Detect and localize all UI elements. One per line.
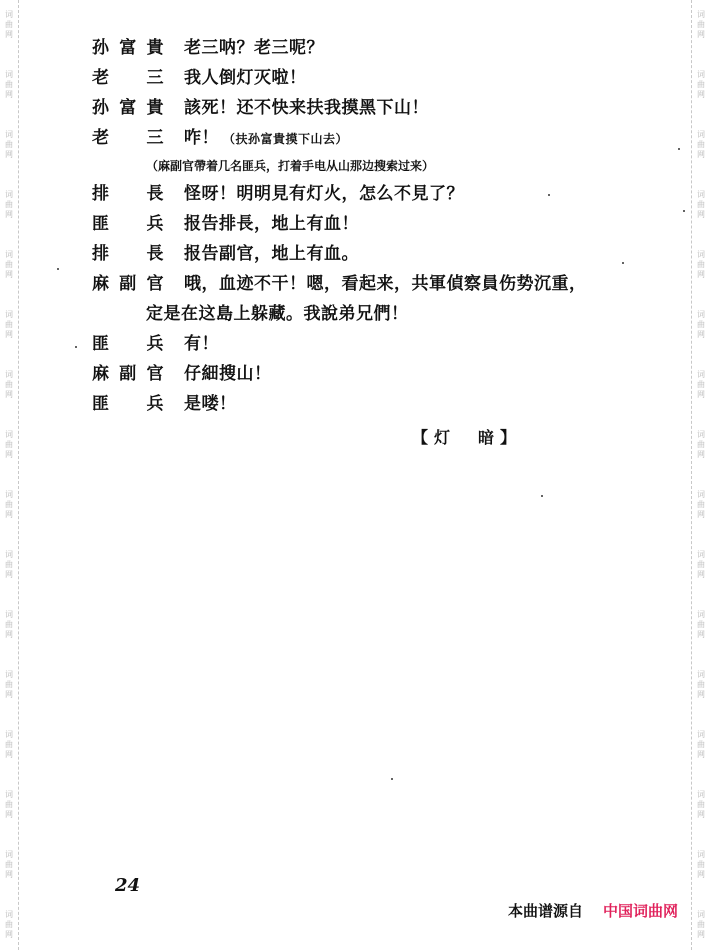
- scan-speck: [57, 268, 59, 270]
- scan-speck: [548, 194, 550, 196]
- watermark-text: 词 曲 网: [697, 370, 705, 399]
- scan-speck: [75, 346, 77, 348]
- dialogue-line: [92, 329, 612, 359]
- watermark-text: 词 曲 网: [5, 190, 13, 219]
- watermark-text: 词 曲 网: [697, 250, 705, 279]
- watermark-text: 词 曲 网: [697, 190, 705, 219]
- speaker-name: 孙 富 貴: [92, 38, 164, 58]
- speaker-name: 匪 兵: [92, 394, 164, 414]
- watermark-text: 词 曲 网: [5, 610, 13, 639]
- watermark-text: 词 曲 网: [697, 550, 705, 579]
- dialogue-text: 我人倒灯灭啦！: [184, 68, 307, 88]
- watermark-text: 词 曲 网: [697, 910, 705, 939]
- scan-speck: [541, 495, 543, 497]
- page-number: 24: [115, 875, 141, 896]
- watermark-text: 词 曲 网: [697, 490, 705, 519]
- dialogue-text: 老三呐？老三呢？: [184, 38, 324, 58]
- watermark-text: 词 曲 网: [5, 310, 13, 339]
- dialogue-text: 报告排長，地上有血！: [184, 214, 359, 234]
- source-label: 本曲谱源自: [507, 902, 583, 920]
- dialogue-line: [92, 93, 612, 123]
- watermark-text: 词 曲 网: [5, 10, 13, 39]
- source-footer: [508, 900, 678, 921]
- site-name-link[interactable]: 中国词曲网: [602, 902, 678, 920]
- dialogue-text: 怪呀！明明見有灯火，怎么不見了？: [184, 184, 464, 204]
- watermark-text: 词 曲 网: [5, 490, 13, 519]
- watermark-text: 词 曲 网: [697, 130, 705, 159]
- left-watermark-strip: [0, 0, 19, 950]
- watermark-text: 词 曲 网: [697, 310, 705, 339]
- dialogue-text: 哦，血迹不干！嗯，看起来，共軍偵察員伤势沉重，: [184, 274, 587, 294]
- dialogue-line: [92, 179, 612, 209]
- speaker-name: 麻 副 官: [92, 274, 164, 294]
- scan-speck: [622, 262, 624, 264]
- dialogue-text: 咋！ （扶孙富貴摸下山去）: [184, 128, 349, 148]
- watermark-text: 词 曲 网: [5, 370, 13, 399]
- scene-end-marker: 【灯 暗】: [411, 428, 522, 447]
- watermark-text: 词 曲 网: [697, 430, 705, 459]
- speaker-name: 老 三: [92, 68, 164, 88]
- watermark-text: 词 曲 网: [5, 130, 13, 159]
- watermark-text: 词 曲 网: [697, 670, 705, 699]
- watermark-text: 词 曲 网: [697, 730, 705, 759]
- watermark-text: 词 曲 网: [5, 670, 13, 699]
- stage-aside: （扶孙富貴摸下山去）: [223, 132, 349, 146]
- dialogue-line: [92, 63, 612, 93]
- watermark-text: 词 曲 网: [5, 910, 13, 939]
- scan-speck: [678, 148, 680, 150]
- watermark-text: 词 曲 网: [5, 850, 13, 879]
- dialogue-text: 报告副官，地上有血。: [184, 244, 359, 264]
- dialogue-line: [92, 123, 612, 153]
- speaker-name: 老 三: [92, 128, 164, 148]
- speaker-name: 孙 富 貴: [92, 98, 164, 118]
- dialogue-text: 有！: [184, 334, 219, 354]
- dialogue-line: [92, 239, 612, 269]
- watermark-text: 词 曲 网: [697, 850, 705, 879]
- watermark-text: 词 曲 网: [5, 730, 13, 759]
- speaker-name: 匪 兵: [92, 214, 164, 234]
- scan-speck: [391, 778, 393, 780]
- watermark-text: 词 曲 网: [697, 610, 705, 639]
- watermark-text: 词 曲 网: [5, 70, 13, 99]
- dialogue-line: [92, 209, 612, 239]
- watermark-text: 词 曲 网: [697, 10, 705, 39]
- dialogue-line: [92, 389, 612, 419]
- speaker-name: 排 長: [92, 244, 164, 264]
- speaker-name: 麻 副 官: [92, 364, 164, 384]
- watermark-text: 词 曲 网: [697, 70, 705, 99]
- watermark-text: 词 曲 网: [5, 790, 13, 819]
- dialogue-text: 是喽！: [184, 394, 237, 414]
- watermark-text: 词 曲 网: [5, 430, 13, 459]
- dialogue-line: [92, 33, 612, 63]
- dialogue-line: [92, 269, 612, 299]
- speaker-name: 匪 兵: [92, 334, 164, 354]
- dialogue-text: 定是在这島上躲藏。我說弟兄們！: [146, 304, 409, 324]
- dialogue-line: [92, 359, 612, 389]
- right-watermark-strip: [691, 0, 710, 950]
- dialogue-text: 仔細搜山！: [184, 364, 272, 384]
- speaker-name: 排 長: [92, 184, 164, 204]
- script-body: [92, 33, 612, 453]
- stage-direction: （麻副官帶着几名匪兵，打着手电从山那边搜索过来）: [146, 159, 435, 173]
- dialogue-continuation: [92, 299, 612, 329]
- dialogue-text: 該死！还不快来扶我摸黑下山！: [184, 98, 429, 118]
- scan-speck: [683, 210, 685, 212]
- watermark-text: 词 曲 网: [697, 790, 705, 819]
- watermark-text: 词 曲 网: [5, 550, 13, 579]
- watermark-text: 词 曲 网: [5, 250, 13, 279]
